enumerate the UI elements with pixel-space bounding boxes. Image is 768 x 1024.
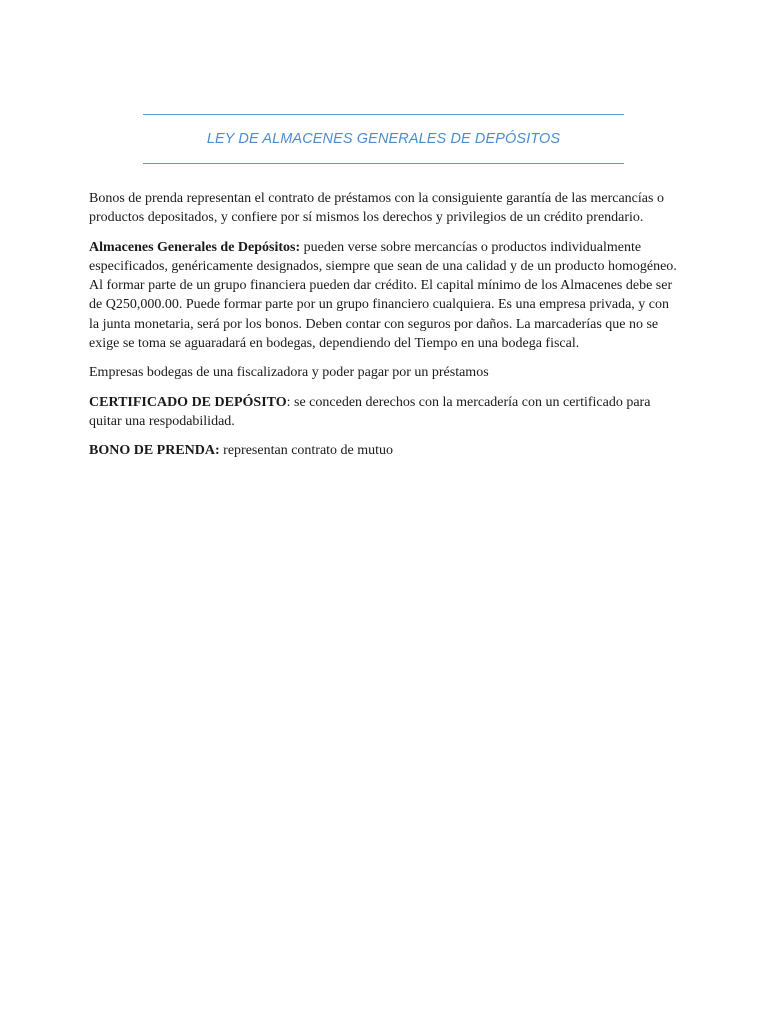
paragraph-text: pueden verse sobre mercancías o productos individualmente especificados, genéricamente designados, siempre que sean de una calidad y de un producto homogéneo. Al formar parte de un grupo financiera pueden dar crédito. El capital mínimo de los Almacenes debe ser de Q250,000.00. Puede formar parte por un grupo financiero cualquiera. Es una empresa privada, y con la junta monetaria, será por los bonos. Deben contar con seguros por daños. La marcaderías que no se exige se toma se aguaradará en bodegas, dependiendo del Tiempo en una bodega fiscal. [89,239,677,352]
paragraph-empresas-bodegas [89,363,679,382]
document-title: LEY DE ALMACENES GENERALES DE DEPÓSITOS [206,131,561,147]
paragraph-lead: BONO DE PRENDA: [89,443,220,459]
paragraph-text: : se conceden derechos con la mercadería con un certificado para quitar una respodabilidad. [89,394,651,429]
paragraph-certificado-deposito [89,393,679,432]
paragraph-lead: CERTIFICADO DE DEPÓSITO [89,394,287,410]
paragraph-lead: Almacenes Generales de Depósitos: [89,239,301,255]
document-body [89,189,679,471]
title-bottom-rule [143,163,624,164]
paragraph-text: representan contrato de mutuo [219,443,394,459]
paragraph-bono-prenda [89,441,679,460]
paragraph-text: Empresas bodegas de una fiscalizadora y poder pagar por un préstamos [89,365,489,381]
title-block [143,114,624,164]
paragraph-almacenes-generales [89,238,679,354]
paragraph-text: Bonos de prenda representan el contrato de préstamos con la consiguiente garantía de las mercancías o productos depositados, y confiere por sí mismos los derechos y privilegios de un crédito prendario. [89,191,664,226]
paragraph-bonos-prenda [89,189,679,228]
